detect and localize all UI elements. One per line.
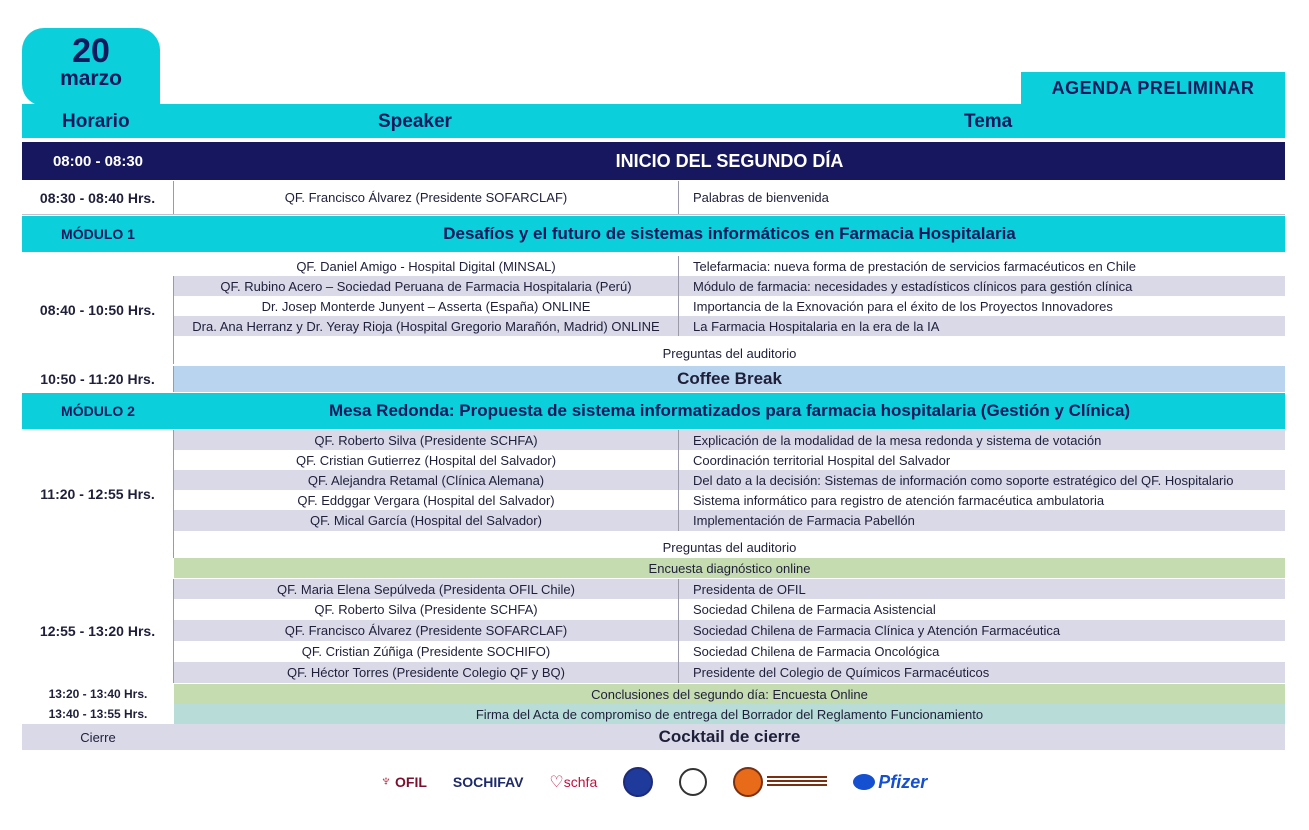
tema: Módulo de farmacia: necesidades y estadísticos clínicos para gestión clínica [678,276,1285,296]
modulo1-row [22,256,1285,276]
ofil-icon: ♆ [380,773,392,790]
modulo2-header [22,393,1285,429]
date-day: 20 [72,32,110,70]
bienvenida-tema: Palabras de bienvenida [678,181,1285,214]
tema: Sociedad Chilena de Farmacia Oncológica [678,641,1285,662]
coffee-title: Coffee Break [677,369,782,388]
modulo1-preguntas-row [174,342,1285,364]
cierre-label: Cierre [80,729,116,745]
colegio-logo [733,767,827,797]
panel-time: 12:55 - 13:20 Hrs. [22,579,174,683]
date-month: marzo [60,67,122,90]
speaker: QF. Rubino Acero – Sociedad Peruana de Farmacia Hospitalaria (Perú) [220,278,632,294]
modulo2-label: MÓDULO 2 [61,403,135,419]
date-tab [22,28,160,106]
modulo2-row [174,470,1285,490]
modulo2-row [174,450,1285,470]
modulo2-title: Mesa Redonda: Propuesta de sistema informatizados para farmacia hospitalaria (Gestión y Clínica) [328,401,1131,420]
encuesta-row [174,558,1285,578]
sofarclaf-logo [679,768,707,796]
conclusiones-row [22,684,1285,704]
sochifav-logo: SOCHIFAV [452,774,524,790]
modulo1-row [174,276,1285,296]
schfa-logo: ♡ schfa [549,774,598,791]
speaker: QF. Cristian Zúñiga (Presidente SOCHIFO) [301,644,551,659]
modulo1-row [174,296,1285,316]
panel-row [174,620,1285,641]
speaker: QF. Alejandra Retamal (Clínica Alemana) [307,472,545,488]
seal-logo [623,767,653,797]
speaker: QF. Roberto Silva (Presidente SCHFA) [314,602,538,617]
coffee-time: 10:50 - 11:20 Hrs. [22,366,174,392]
firma-time: 13:40 - 13:55 Hrs. [22,704,174,724]
bienvenida-speaker: QF. Francisco Álvarez (Presidente SOFARCLAF) [284,190,568,205]
header-horario: Horario [62,111,130,132]
header-speaker: Speaker [378,111,452,132]
tema: Del dato a la decisión: Sistemas de información como soporte estratégico del QF. Hospitalario [678,470,1285,490]
firma-text: Firma del Acta de compromiso de entrega del Borrador del Reglamento Funcionamiento [174,704,1285,724]
modulo2-time: 11:20 - 12:55 Hrs. [22,430,174,558]
preguntas-label: Preguntas del auditorio [662,345,797,361]
modulo2-row [174,510,1285,531]
pfizer-logo: Pfizer [853,772,927,793]
ofil-logo: ♆ OFIL [380,773,427,790]
panel-row [174,641,1285,662]
bienvenida-row [22,181,1285,215]
firma-row [22,704,1285,724]
cierre-row [22,724,1285,750]
tema: La Farmacia Hospitalaria en la era de la IA [678,316,1285,336]
tema: Importancia de la Exnovación para el éxito de los Proyectos Innovadores [678,296,1285,316]
coffee-row [22,366,1285,392]
modulo1-label: MÓDULO 1 [61,226,135,242]
speaker: Dra. Ana Herranz y Dr. Yeray Rioja (Hospital Gregorio Marañón, Madrid) ONLINE [192,318,660,334]
tema: Implementación de Farmacia Pabellón [678,510,1285,531]
header-tema: Tema [964,111,1013,132]
inicio-time: 08:00 - 08:30 [52,152,144,170]
inicio-row [22,142,1285,180]
colegio-icon [733,767,763,797]
modulo1-title: Desafíos y el futuro de sistemas informáticos en Farmacia Hospitalaria [443,224,1016,243]
modulo2-preguntas-row [174,537,1285,557]
modulo1-header [22,216,1285,252]
conclusiones-text: Conclusiones del segundo día: Encuesta Online [174,684,1285,704]
tema: Presidenta de OFIL [678,579,1285,599]
tema: Sociedad Chilena de Farmacia Asistencial [678,599,1285,620]
speaker: QF. Francisco Álvarez (Presidente SOFARCLAF) [284,623,568,638]
tema: Coordinación territorial Hospital del Salvador [678,450,1285,470]
column-header [22,104,1285,138]
encuesta-label: Encuesta diagnóstico online [648,560,811,576]
speaker: QF. Maria Elena Sepúlveda (Presidenta OFIL Chile) [277,581,575,597]
colegio-text-mark [767,776,827,788]
speaker: QF. Daniel Amigo - Hospital Digital (MINSAL) [296,258,556,274]
inicio-title: INICIO DEL SEGUNDO DÍA [615,150,844,171]
tema: Explicación de la modalidad de la mesa redonda y sistema de votación [678,430,1285,450]
speaker: QF. Héctor Torres (Presidente Colegio QF y BQ) [287,665,565,680]
tema: Telefarmacia: nueva forma de prestación de servicios farmacéuticos en Chile [678,256,1285,276]
tema: Sistema informático para registro de atención farmacéutica ambulatoria [678,490,1285,510]
preguntas-label: Preguntas del auditorio [662,539,797,555]
modulo1-row [174,316,1285,336]
heart-icon: ♡ [549,774,564,791]
panel-row [174,599,1285,620]
tema: Sociedad Chilena de Farmacia Clínica y Atención Farmacéutica [678,620,1285,641]
tema: Presidente del Colegio de Químicos Farmacéuticos [678,662,1285,683]
bienvenida-time: 08:30 - 08:40 Hrs. [22,181,174,214]
agenda-label: AGENDA PRELIMINAR [1021,72,1285,104]
speaker: Dr. Josep Monterde Junyent – Asserta (España) ONLINE [261,298,591,314]
conclusiones-time: 13:20 - 13:40 Hrs. [22,684,174,704]
panel-row [174,579,1285,599]
modulo2-row [174,490,1285,510]
speaker: QF. Roberto Silva (Presidente SCHFA) [314,432,538,448]
modulo1-time: 08:40 - 10:50 Hrs. [22,256,174,364]
cierre-title: Cocktail de cierre [658,727,801,746]
sponsor-logos [380,762,980,802]
modulo2-row [174,430,1285,450]
speaker: QF. Mical García (Hospital del Salvador) [310,513,542,528]
speaker: QF. Eddggar Vergara (Hospital del Salvador) [297,492,555,508]
panel-row [174,662,1285,683]
speaker: QF. Cristian Gutierrez (Hospital del Salvador) [295,452,557,468]
pfizer-icon [853,774,875,790]
